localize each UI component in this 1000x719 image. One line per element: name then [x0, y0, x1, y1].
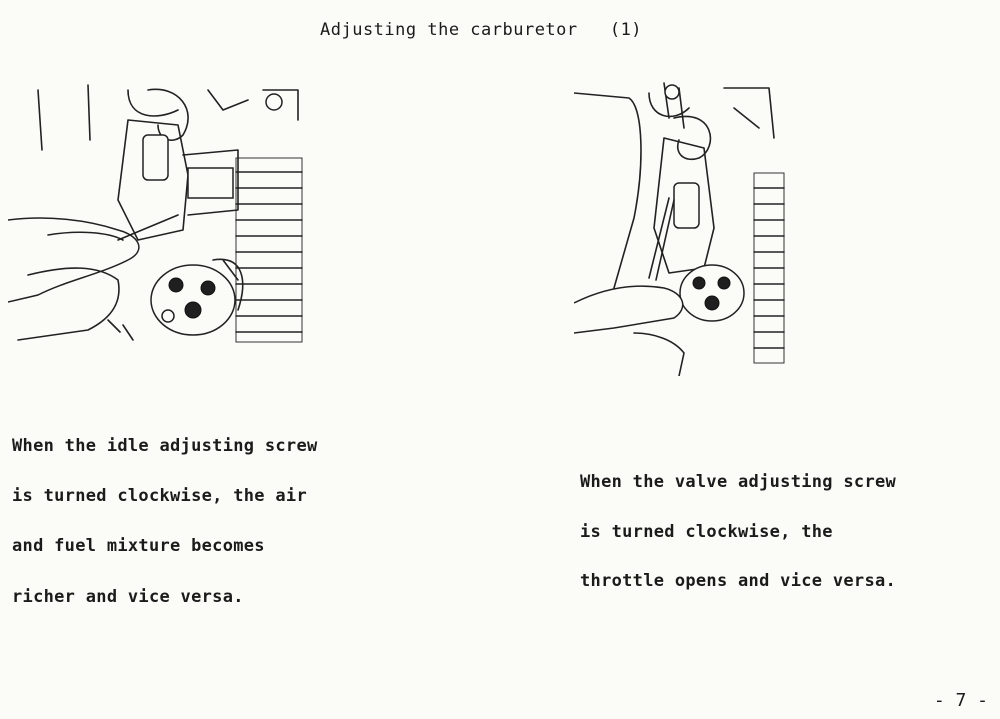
- text-line: is turned clockwise, the: [580, 522, 833, 542]
- text-line: throttle opens and vice versa.: [580, 571, 897, 591]
- text-line: When the valve adjusting screw: [580, 472, 897, 492]
- text-line: richer and vice versa.: [12, 587, 244, 607]
- carburetor-valve-screw-illustration: [574, 78, 788, 376]
- cylinder-fins: [236, 158, 302, 342]
- text-line: is turned clockwise, the air: [12, 486, 307, 506]
- page-number: - 7 -: [933, 690, 988, 711]
- text-line: When the idle adjusting screw: [12, 436, 318, 456]
- valve-screw-description: [580, 472, 960, 602]
- page-title: Adjusting the carburetor (1): [320, 20, 643, 40]
- cylinder-fins: [754, 173, 784, 363]
- idle-screw-description: [12, 436, 372, 616]
- carburetor-idle-screw-illustration: [8, 80, 306, 345]
- text-line: and fuel mixture becomes: [12, 536, 265, 556]
